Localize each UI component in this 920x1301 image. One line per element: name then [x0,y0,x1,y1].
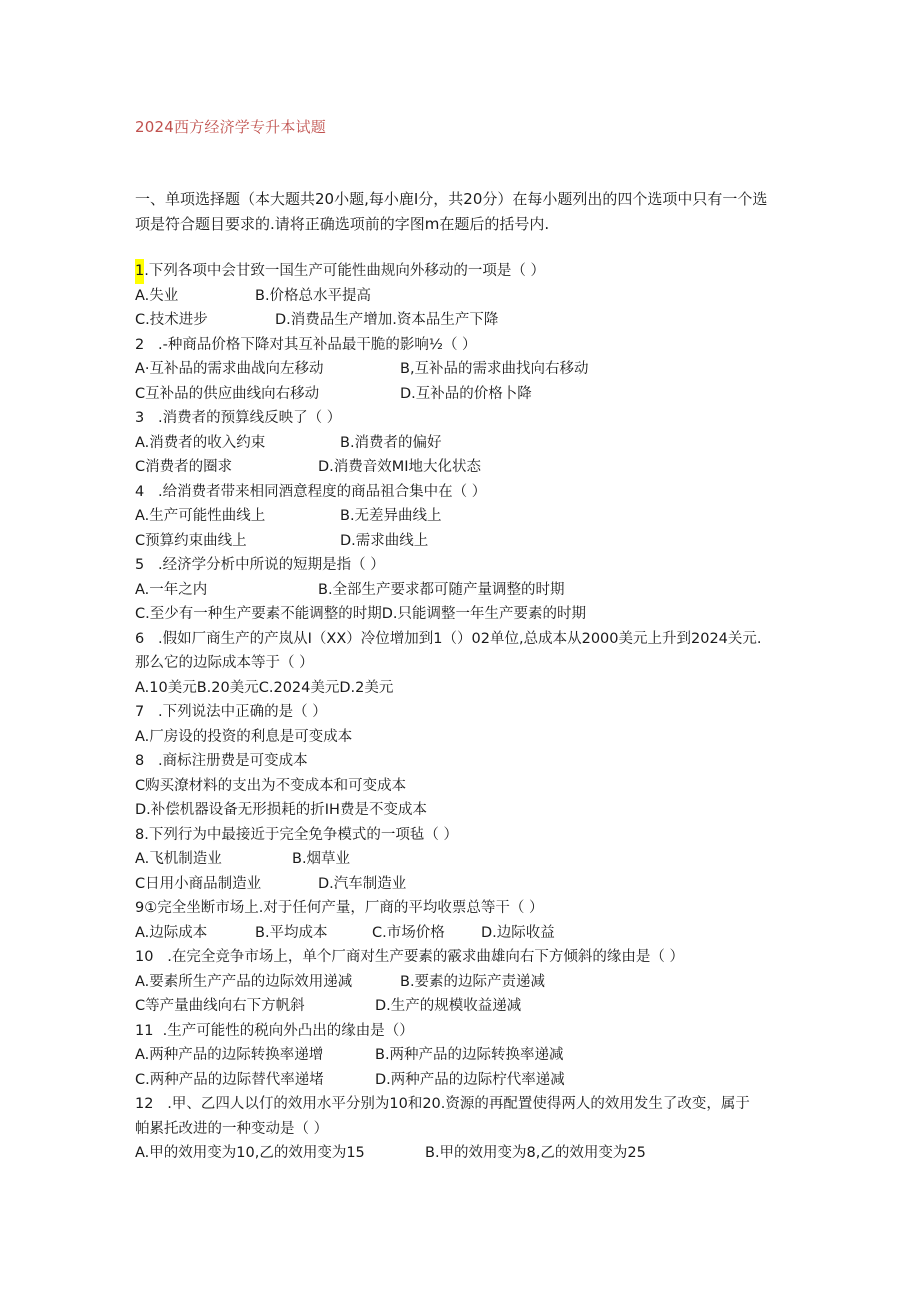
question-line [135,921,795,946]
question-line [135,945,795,970]
question-list [135,259,795,1166]
option-b: B.要素的边际产责递减 [400,973,546,990]
option-b: B.烟草业 [292,851,351,867]
question-line [135,602,795,627]
question-line [135,700,795,725]
option-b: B,互补品的需求曲找向右移动 [400,361,589,377]
question-line [135,823,795,848]
question-line [135,308,795,333]
question-line [135,406,795,431]
option-b: D.消费音效MI地大化状态 [318,459,482,475]
question-line [135,1141,795,1166]
option-b: D.生产的规模收益递减 [375,998,522,1014]
option-b: D.消费品生产增加.资本品生产下降 [275,312,499,328]
option-a: C预算约束曲线上 [135,532,247,549]
question-text: 2 .-种商品价格下降对其互补品最干脆的影响½（ ） [135,336,477,353]
question-text: 那么它的边际成本等于（ ） [135,655,314,671]
highlighted-question-number: 1 [135,259,144,284]
option-a: C日用小商品制造业 [135,875,262,892]
option-b: B.甲的效用变为8,乙的效用变为25 [425,1145,646,1161]
question-line [135,1068,795,1093]
option-a: A.一年之内 [135,581,208,598]
option-a: C.技术进步 [135,312,208,328]
question-line [135,333,795,358]
question-text: 4 .给消费者带来相同酒意程度的商品祖合集中在（ ） [135,483,487,500]
question-text: D.补偿机器设备无形损耗的折IH费是不变成本 [135,802,427,818]
option-c: C.市场价格 [372,924,445,941]
option-d: D.边际收益 [481,924,555,941]
question-line [135,553,795,578]
option-b: D.需求曲线上 [340,532,429,549]
option-a: A·互补品的需求曲战向左移动 [135,361,324,377]
option-a: C等产量曲线向右下方帆斜 [135,998,305,1014]
question-line [135,1019,795,1044]
option-a: A.生产可能性曲线上 [135,508,266,524]
question-text: .下列各项中会甘致一国生产可能性曲规向外移动的一项是（ ） [144,263,545,279]
question-line [135,676,795,701]
question-text: 7 .下列说法中正确的是（ ） [135,704,327,720]
doc-title: 2024西方经济学专升本试题 [135,118,326,136]
option-b: B.平均成本 [255,924,328,941]
question-line [135,578,795,603]
option-a: A.两种产品的边际转换率递增 [135,1047,324,1063]
question-line [135,1092,795,1117]
section-intro [135,187,785,237]
question-line [135,480,795,505]
question-line [135,431,795,456]
question-line [135,455,795,480]
question-line [135,651,795,676]
option-b: B.两种产品的边际转换率递减 [375,1047,564,1063]
intro-line-1: 一、单项选择题（本大题共20小题,每小鹿I分，共20分）在每小题列出的四个选项中只有一个选 [135,190,768,208]
option-a: A.边际成本 [135,924,208,941]
question-line [135,994,795,1019]
question-text: 3 .消费者的预算线反映了（ ） [135,410,342,426]
question-line [135,872,795,897]
question-line [135,847,795,872]
option-a: C互补品的供应曲线向右移动 [135,385,320,402]
question-line [135,725,795,750]
question-text: 10 .在完全竞争市场上，单个厂商对生产要素的霰求曲雄向右下方倾斜的缘由是（ ） [135,949,684,965]
option-b: B.无差异曲线上 [340,508,442,524]
option-a: A.失业 [135,287,179,304]
question-line [135,1043,795,1068]
question-text: 12 .甲、乙四人以仃的效用水平分别为10和20.资源的再配置使得两人的效用发生了改变，属于 [135,1096,750,1112]
question-line [135,529,795,554]
question-text: A.厂房设的投资的利息是可变成本 [135,728,353,745]
question-line [135,896,795,921]
option-b: D.互补品的价格卜降 [400,385,532,402]
question-text: 9①完全坐断市场上.对于任何产量，厂商的平均收票总等干（ ） [135,900,544,916]
option-b: D.两种产品的边际柠代率递减 [375,1071,565,1088]
question-text: 8.下列行为中最接近于完全免争模式的一项毡（ ） [135,826,458,843]
question-line [135,749,795,774]
intro-line-2: 项是符合题目要求的.请将正确选项前的字图m在题后的括号内. [135,215,550,233]
option-b: B.价格总水平提高 [255,287,372,304]
option-b: D.汽车制造业 [318,875,407,892]
question-line [135,284,795,309]
option-a: C.两种产品的边际替代率递堵 [135,1071,324,1088]
option-a: A.飞机制造业 [135,851,222,867]
question-line [135,382,795,407]
question-line [135,504,795,529]
question-line [135,357,795,382]
question-text: A.10美元B.20美元C.2024美元D.2美元 [135,679,394,696]
question-text: 6 .假如厂商生产的产岚从I（XX）冷位增加到1（）02单位,总成本从2000美元上升到2024关元. [135,630,762,647]
option-a: A.甲的效用变为10,乙的效用变为15 [135,1145,365,1161]
option-a: A.要素所生产产品的边际效用递减 [135,973,353,990]
question-line [135,774,795,799]
question-text: 帕累托改进的一种变动是（ ） [135,1120,329,1137]
question-line [135,627,795,652]
option-b: B.全部生产要求都可随产量调整的时期 [318,581,565,598]
question-text: C.至少有一种生产要素不能调整的时期D.只能调整一年生产要素的时期 [135,606,587,622]
question-line [135,259,795,284]
question-text: 11 .生产可能性的税向外凸出的缘由是（） [135,1022,414,1039]
question-line [135,970,795,995]
question-line [135,1117,795,1142]
question-line [135,798,795,823]
option-a: C消费者的圈求 [135,459,233,475]
question-text: 8 .商标注册费是可变成本 [135,753,308,769]
option-a: A.消费者的收入约束 [135,434,266,451]
option-b: B.消费者的偏好 [340,434,442,451]
question-text: C购买潦材料的支出为不变成本和可变成本 [135,777,407,794]
question-text: 5 .经济学分析中所说的短期是指（ ） [135,557,385,573]
